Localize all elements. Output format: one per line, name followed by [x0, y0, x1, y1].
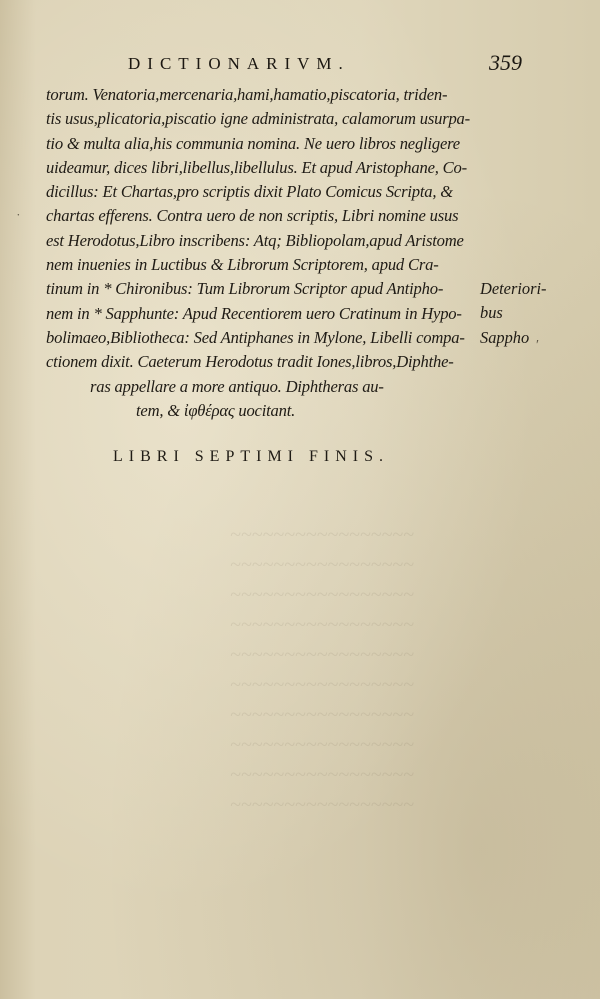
text-line: bolimaeo,Bibliotheca: Sed Antiphanes in Mylone, Libelli compa-: [46, 327, 465, 347]
text-line: torum. Venatoria,mercenaria,hami,hamatio,piscatoria, triden-: [46, 85, 448, 104]
text-line: nem inuenies in Luctibus & Librorum Scriptorem, apud Cra-: [46, 255, 439, 275]
text-line: tem, & ἰφθέρας uocitant.: [136, 400, 296, 420]
text-line: chartas efferens. Contra uero de non scriptis, Libri nomine usus: [46, 206, 459, 226]
text-line: tinum in * Chironibus: Tum Librorum Scriptor apud Antipho-: [46, 279, 444, 299]
text-line: ctionem dixit. Caeterum Herodotus tradit Iones,libros,Diphthe-: [46, 352, 454, 372]
margin-note: bus: [480, 303, 503, 323]
text-line: nem in * Sapphunte: Apud Recentiorem uero Cratinum in Hypo-: [46, 303, 462, 323]
page-number: 359: [489, 50, 522, 75]
text-line: est Herodotus,Libro inscribens: Atq; Bibliopolam,apud Aristome: [46, 230, 464, 250]
running-head: DICTIONARIVM.: [128, 54, 350, 73]
text-line: dicillus: Et Chartas,pro scriptis dixit Plato Comicus Scripta, &: [46, 182, 453, 202]
text-line: uideamur, dices libri,libellus,libellulus. Et apud Aristophane, Co-: [46, 157, 467, 177]
margin-notes: [480, 277, 590, 350]
bleed-through-texture: ~~~~~~~~~~~~~~~~~ ~~~~~~~~~~~~~~~~~ ~~~~~~~~~~~~~~~~~ ~~~~~~~~~~~~~~~~~ ~~~~~~~~~~~~~~~~~ ~~~~~~~~~~~~~~~~~ ~~~~~~~~~~~~~~~~~ ~~~~~~~~~~~~~~~~~ ~~~~~~~~~~~~~~~~~ ~~~~~~~~~~~~~~~~~: [230, 524, 414, 816]
margin-note: Sappho: [480, 327, 530, 347]
text-line: ras appellare a more antiquo. Diphtheras au-: [90, 376, 384, 396]
margin-mark: ˙: [16, 212, 21, 227]
text-line: tis usus,plicatoria,piscatio igne administrata, calamorum usurpa-: [46, 109, 470, 129]
page-header: [120, 48, 540, 80]
book-end-colophon: LIBRI SEPTIMI FINIS.: [113, 448, 390, 465]
margin-note: Deteriori-: [480, 279, 547, 298]
main-text-block: [34, 83, 484, 423]
margin-mark: ′: [536, 338, 540, 353]
text-line: tio & multa alia,his communia nomina. Ne uero libros negligere: [46, 133, 460, 153]
